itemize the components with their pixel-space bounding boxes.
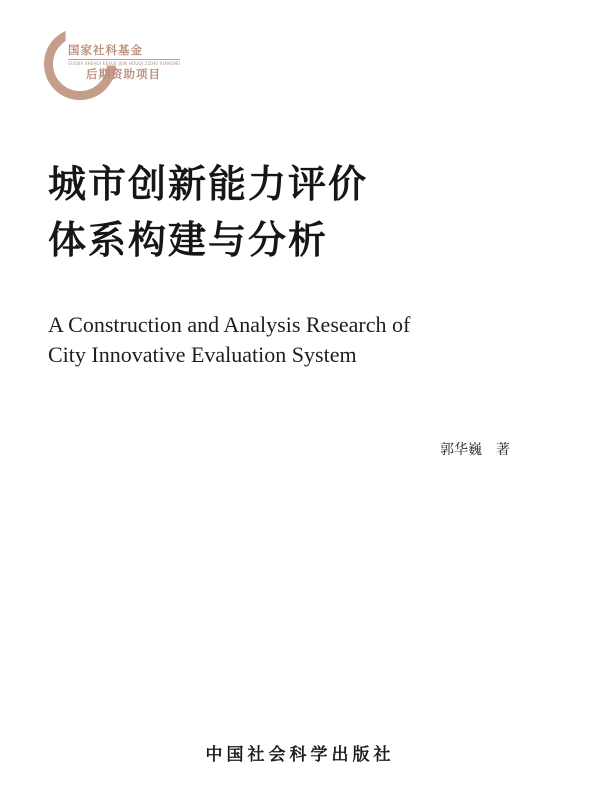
fund-logo-text: [68, 44, 198, 81]
english-title: [48, 310, 528, 370]
author-name: 郭华巍: [440, 442, 482, 458]
fund-logo: [44, 26, 194, 106]
fund-divider: [68, 59, 180, 60]
fund-program: 后期资助项目: [86, 67, 161, 81]
author-credit: [440, 440, 510, 460]
chinese-title: [48, 156, 468, 268]
english-title-line-2: City Innovative Evaluation System: [48, 342, 357, 367]
publisher-name: 中国社会科学出版社: [205, 745, 395, 765]
author-role: 著: [496, 442, 510, 458]
fund-name: 国家社科基金: [68, 43, 143, 57]
fund-pinyin: GUOJIA SHEHUI KEXUE JIJIN HOUQI ZIZHU XIANGMU: [68, 61, 181, 66]
chinese-title-line-1: 城市创新能力评价: [48, 162, 369, 206]
chinese-title-line-2: 体系构建与分析: [48, 218, 329, 262]
english-title-line-1: A Construction and Analysis Research of: [48, 312, 411, 337]
